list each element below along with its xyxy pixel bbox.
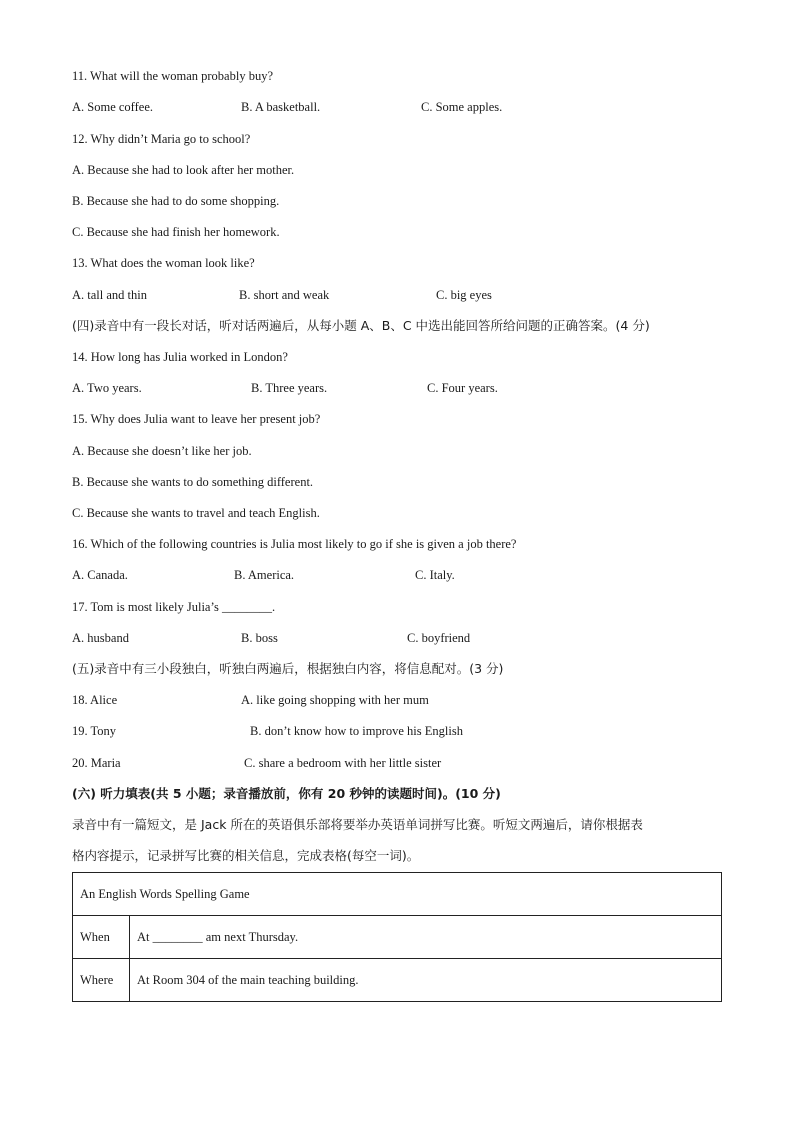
row-value-where: At Room 304 of the main teaching building.: [130, 959, 722, 1002]
row-label-when: When: [73, 916, 130, 959]
option-c: C. Italy.: [415, 568, 455, 582]
question-17-options: [72, 630, 722, 646]
table-row: [73, 916, 722, 959]
matching-option: B. don’t know how to improve his English: [250, 724, 463, 738]
row-value-when: At ________ am next Thursday.: [130, 916, 722, 959]
question-16: 16. Which of the following countries is Julia most likely to go if she is given a job there?: [72, 537, 517, 551]
option-c: C. Four years.: [427, 381, 498, 395]
matching-item: 20. Maria: [72, 756, 121, 770]
option-a: A. Some coffee.: [72, 100, 153, 114]
matching-item: 18. Alice: [72, 693, 118, 707]
option-a: A. Because she doesn’t like her job.: [72, 444, 252, 458]
option-b: B. Three years.: [251, 381, 328, 395]
option-c: C. big eyes: [436, 288, 492, 302]
section-6-intro-continued: 格内容提示，记录拼写比赛的相关信息，完成表格(每空一词)。: [72, 848, 420, 863]
question-13-options: [72, 287, 722, 303]
matching-option: A. like going shopping with her mum: [241, 693, 429, 707]
option-a: A. Two years.: [72, 381, 142, 395]
matching-row: [72, 692, 722, 708]
question-14: 14. How long has Julia worked in London?: [72, 350, 288, 364]
question-11-options: [72, 99, 722, 115]
table-row: [73, 959, 722, 1002]
spelling-game-table: [72, 872, 722, 1002]
option-b: B. Because she wants to do something different.: [72, 475, 314, 489]
option-b: B. short and weak: [239, 288, 330, 302]
question-17: 17. Tom is most likely Julia’s ________.: [72, 600, 276, 614]
matching-row: [72, 755, 722, 771]
question-12: 12. Why didn’t Maria go to school?: [72, 132, 251, 146]
table-title: An English Words Spelling Game: [73, 873, 722, 916]
option-c: C. Because she wants to travel and teach English.: [72, 506, 320, 520]
section-6-title: (六) 听力填表(共 5 小题；录音播放前，你有 20 秒钟的读题时间)。(10 分): [72, 786, 501, 801]
section-4-instruction: (四)录音中有一段长对话，听对话两遍后，从每小题 A、B、C 中选出能回答所给问题的正确答案。(4 分): [72, 318, 650, 333]
option-c: C. Because she had finish her homework.: [72, 225, 280, 239]
option-b: B. A basketball.: [241, 100, 321, 114]
table-title-row: [73, 873, 722, 916]
question-11: 11. What will the woman probably buy?: [72, 69, 274, 83]
option-a: A. tall and thin: [72, 288, 147, 302]
matching-option: C. share a bedroom with her little sister: [244, 756, 442, 770]
matching-row: [72, 723, 722, 739]
question-15: 15. Why does Julia want to leave her present job?: [72, 412, 321, 426]
question-13: 13. What does the woman look like?: [72, 256, 255, 270]
matching-item: 19. Tony: [72, 724, 117, 738]
section-5-instruction: (五)录音中有三小段独白，听独白两遍后，根据独白内容，将信息配对。(3 分): [72, 661, 504, 676]
option-b: B. America.: [234, 568, 295, 582]
row-label-where: Where: [73, 959, 130, 1002]
option-b: B. boss: [241, 631, 278, 645]
option-a: A. Canada.: [72, 568, 128, 582]
option-a: A. husband: [72, 631, 129, 645]
option-a: A. Because she had to look after her mother.: [72, 163, 295, 177]
section-6-intro: 录音中有一篇短文，是 Jack 所在的英语俱乐部将要举办英语单词拼写比赛。听短文两遍后，请你根据表: [72, 817, 643, 832]
question-16-options: [72, 567, 722, 583]
option-b: B. Because she had to do some shopping.: [72, 194, 280, 208]
option-c: C. boyfriend: [407, 631, 471, 645]
option-c: C. Some apples.: [421, 100, 503, 114]
question-14-options: [72, 380, 722, 396]
